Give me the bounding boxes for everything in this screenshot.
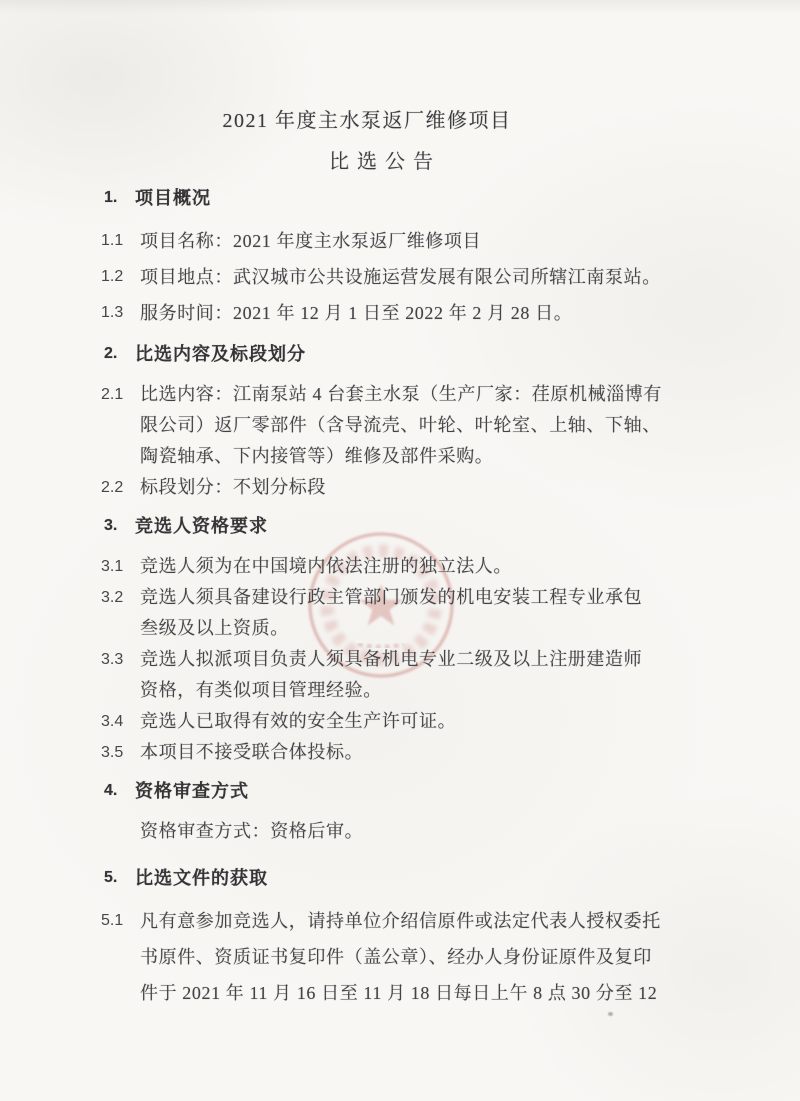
item-text xyxy=(140,903,800,1011)
text-line: 资格审查方式：资格后审。 xyxy=(140,821,364,841)
item-text xyxy=(140,816,800,847)
section-number: 5. xyxy=(104,869,118,886)
text-line: 凡有意参加竞选人，请持单位介绍信原件或法定代表人授权委托 xyxy=(140,911,661,931)
page-title: 2021 年度主水泵返厂维修项目 xyxy=(222,110,512,132)
text-line: 限公司）返厂零部件（含导流壳、叶轮、叶轮室、上轴、下轴、 xyxy=(140,415,661,435)
item-text xyxy=(140,706,800,737)
list-item xyxy=(0,551,800,582)
section-heading xyxy=(0,778,800,804)
text-line: 资格，有类似项目管理经验。 xyxy=(140,680,382,700)
section-title: 比选文件的获取 xyxy=(135,868,268,888)
section-number: 1. xyxy=(104,189,118,206)
item-text xyxy=(140,472,800,503)
item-number: 1.1 xyxy=(101,232,124,249)
text-line: 标段划分：不划分标段 xyxy=(140,477,326,497)
section-heading xyxy=(0,865,800,891)
list-item xyxy=(0,644,800,706)
list-item xyxy=(0,295,800,331)
section-heading xyxy=(0,513,800,539)
scan-speck xyxy=(608,1012,613,1016)
item-number: 1.2 xyxy=(101,268,124,285)
section-number: 2. xyxy=(104,345,118,362)
item-number: 3.3 xyxy=(101,651,124,668)
section-2 xyxy=(0,341,800,503)
section-number: 3. xyxy=(104,517,118,534)
list-item xyxy=(0,223,800,259)
text-line: 书原件、资质证书复印件（盖公章）、经办人身份证原件及复印 xyxy=(140,947,652,967)
list-item xyxy=(0,816,800,847)
item-text xyxy=(140,223,800,259)
document-body xyxy=(0,185,800,1011)
section-title: 资格审查方式 xyxy=(135,781,249,801)
item-number: 2.1 xyxy=(101,386,124,403)
item-text xyxy=(140,644,800,706)
text-line: 竞选人须具备建设行政主管部门颁发的机电安装工程专业承包 xyxy=(140,587,643,607)
list-item xyxy=(0,379,800,472)
list-item xyxy=(0,472,800,503)
item-number: 3.2 xyxy=(101,589,124,606)
section-number: 4. xyxy=(104,782,118,799)
item-text xyxy=(140,295,800,331)
item-number: 1.3 xyxy=(101,304,124,321)
item-text xyxy=(140,737,800,768)
section-1 xyxy=(0,185,800,331)
text-line: 服务时间：2021 年 12 月 1 日至 2022 年 2 月 28 日。 xyxy=(140,303,573,323)
list-item xyxy=(0,259,800,295)
item-text xyxy=(140,379,800,472)
item-number: 3.4 xyxy=(101,713,124,730)
text-line: 竞选人已取得有效的安全生产许可证。 xyxy=(140,711,457,731)
text-line: 本项目不接受联合体投标。 xyxy=(140,742,364,762)
text-line: 陶瓷轴承、下内接管等）维修及部件采购。 xyxy=(140,446,494,466)
text-line: 项目名称：2021 年度主水泵返厂维修项目 xyxy=(140,231,482,251)
text-line: 比选内容：江南泵站 4 台套主水泵（生产厂家：荏原机械淄博有 xyxy=(140,384,662,404)
text-line: 叁级及以上资质。 xyxy=(140,618,289,638)
page-subtitle: 比选公告 xyxy=(329,151,441,173)
text-line: 竞选人须为在中国境内依法注册的独立法人。 xyxy=(140,556,512,576)
section-heading xyxy=(0,185,800,211)
item-number: 3.5 xyxy=(101,744,124,761)
section-5 xyxy=(0,865,800,1011)
item-text xyxy=(140,259,800,295)
section-3 xyxy=(0,513,800,768)
text-line: 项目地点：武汉城市公共设施运营发展有限公司所辖江南泵站。 xyxy=(140,267,661,287)
section-title: 竞选人资格要求 xyxy=(135,516,268,536)
section-title: 项目概况 xyxy=(135,188,211,208)
item-number xyxy=(101,816,140,847)
item-number: 3.1 xyxy=(101,558,124,575)
list-item xyxy=(0,706,800,737)
section-heading xyxy=(0,341,800,367)
section-4 xyxy=(0,778,800,847)
text-line: 竞选人拟派项目负责人须具备机电专业二级及以上注册建造师 xyxy=(140,649,643,669)
item-number: 2.2 xyxy=(101,479,124,496)
section-title: 比选内容及标段划分 xyxy=(135,344,306,364)
item-text xyxy=(140,582,800,644)
item-number: 5.1 xyxy=(101,912,124,929)
list-item xyxy=(0,582,800,644)
list-item xyxy=(0,737,800,768)
text-line: 件于 2021 年 11 月 16 日至 11 月 18 日每日上午 8 点 30 分至 12 xyxy=(140,983,658,1003)
item-text xyxy=(140,551,800,582)
list-item xyxy=(0,903,800,1011)
